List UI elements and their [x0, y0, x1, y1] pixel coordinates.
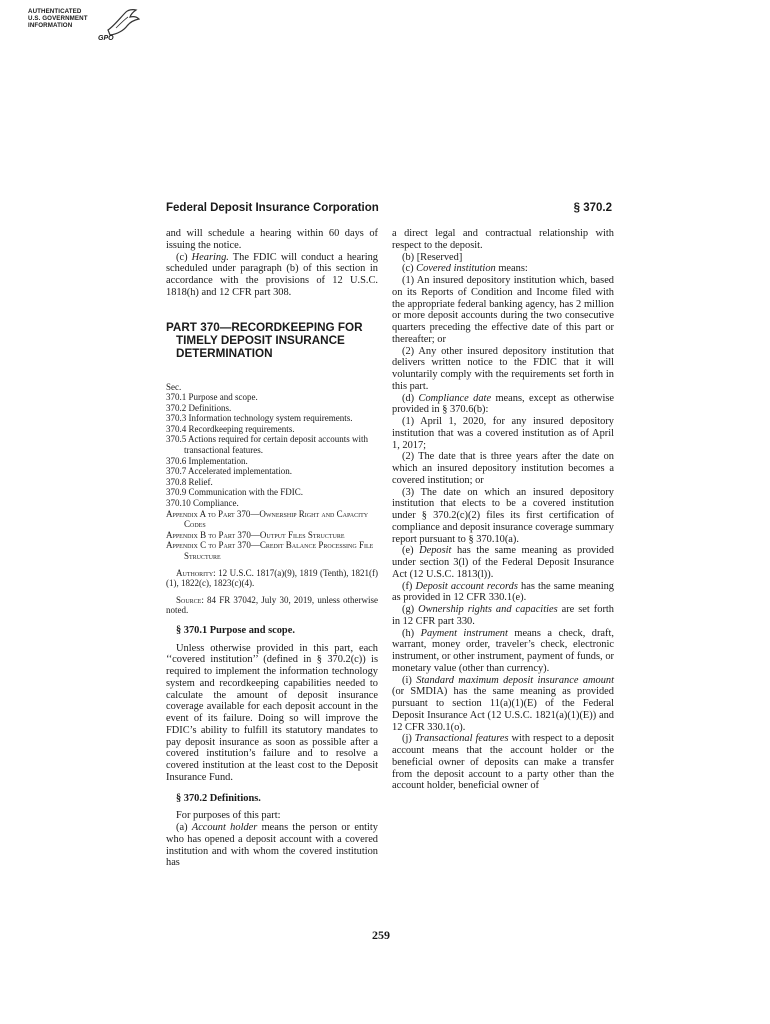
text: has the same meaning as provided under section 3(l) of the Federal Deposit Insurance Act (12 U.S.C. 1813(l)). — [392, 545, 614, 580]
paragraph: a direct legal and contractual relationship with respect to the deposit. — [392, 228, 614, 251]
running-header-section: § 370.2 — [573, 202, 612, 214]
paragraph: (3) The date on which an insured depository institution that elects to be a covered institution under § 370.2(c)(2) files its first certification of compliance and deposit insurance coverage summary report pursuant to § 370.10(a). — [392, 486, 614, 545]
seal-line-1: AUTHENTICATED — [28, 8, 82, 15]
paragraph-d — [392, 393, 614, 417]
term: Compliance date — [418, 392, 492, 404]
authority-note — [166, 568, 378, 589]
label: (a) — [176, 822, 188, 834]
paragraph: and will schedule a hearing within 60 days of issuing the notice. — [166, 228, 378, 251]
toc-appendix: Appendix B to Part 370—Output Files Structure — [166, 529, 345, 540]
text: means the person or entity who has opened a deposit account with a covered institution and with whom the covered institution has — [166, 822, 378, 869]
label: (e) — [402, 545, 414, 557]
gpo-authentication-seal — [28, 8, 140, 46]
paragraph-c — [392, 263, 614, 275]
paragraph: (1) April 1, 2020, for any insured depository institution that was a covered institution as of April 1, 2017; — [392, 416, 614, 451]
label: (i) — [402, 674, 412, 686]
toc-item: 370.5 Actions required for certain deposit accounts with transactional features. — [166, 434, 368, 456]
table-of-contents — [166, 382, 378, 562]
source-note — [166, 595, 378, 616]
paragraph-e — [392, 545, 614, 580]
label: Source: — [176, 594, 204, 605]
seal-gpo: GPO — [98, 35, 114, 42]
term: Payment instrument — [420, 627, 508, 639]
paragraph-g — [392, 604, 614, 628]
label: (c) — [176, 251, 188, 263]
term: Hearing. — [191, 251, 229, 263]
text: has the same meaning as provided in 12 CFR 330.1(e). — [392, 580, 614, 604]
paragraph-i — [392, 675, 614, 734]
label: (c) — [402, 263, 414, 275]
text: 12 U.S.C. 1817(a)(9), 1819 (Tenth), 1821(f)(1), 1822(c), 1823(c)(4). — [166, 567, 378, 589]
toc-appendix: Appendix A to Part 370—Ownership Right and Capacity Codes — [166, 508, 369, 530]
text: means a check, draft, warrant, money order, traveler’s check, electronic instrument, or other instrument, payment of funds, or monetary value (other than currency). — [392, 627, 614, 674]
paragraph-c-hearing — [166, 252, 378, 299]
paragraph-a-account-holder — [166, 822, 378, 869]
term: Account holder — [191, 822, 258, 834]
label: (j) — [402, 733, 412, 745]
toc-appendix: Appendix C to Part 370—Credit Balance Processing File Structure — [166, 540, 374, 561]
label: (g) — [402, 604, 415, 615]
term: Transactional features — [414, 733, 509, 745]
toc-sec-label: Sec. — [166, 381, 182, 392]
text: means, except as otherwise provided in § 370.6(b): — [392, 392, 614, 416]
toc-item: 370.3 Information technology system requirements. — [166, 413, 353, 424]
paragraph-j — [392, 733, 614, 792]
paragraph: (1) An insured depository institution which, based on its Reports of Condition and Income filed with the appropriate federal banking agency, has 2 million or more deposit accounts during the two consecutive quarters preceding the effective date of this part or thereafter; or — [392, 275, 614, 345]
text: means: — [495, 263, 528, 275]
section-heading: § 370.1 Purpose and scope. — [176, 624, 295, 636]
toc-item: 370.10 Compliance. — [166, 498, 239, 509]
part-title: PART 370—RECORDKEEPING FOR TIMELY DEPOSIT INSURANCE DETERMINATION — [166, 320, 363, 360]
toc-item: 370.8 Relief. — [166, 476, 213, 487]
text: The FDIC will conduct a hearing scheduled under paragraph (b) of this section in accordance with the provisions of 12 U.S.C. 1818(h) and 12 CFR part 308. — [166, 251, 378, 298]
label: (f) — [402, 580, 413, 592]
paragraph-f — [392, 581, 614, 605]
toc-item: 370.2 Definitions. — [166, 402, 232, 413]
eagle-icon — [106, 8, 140, 38]
label: (h) — [402, 627, 415, 639]
seal-line-2: U.S. GOVERNMENT — [28, 15, 88, 22]
paragraph: Unless otherwise provided in this part, each ‘‘covered institution’’ (defined in § 370.2(c)) is required to implement the information technology system and recordkeeping capabilities needed to calculate the amount of deposit insurance coverage available for each deposit account in the event of its failure. Doing so will improve the FDIC’s ability to fulfill its statutory mandates to pay deposit insurance as soon as possible after a covered institution’s failure and to resolve a covered institution at the least cost to the Deposit Insurance Fund. — [166, 642, 378, 783]
term: Covered institution — [416, 263, 496, 275]
text: (or SMDIA) has the same meaning as provided pursuant to section 11(a)(1)(E) of the Federal Deposit Insurance Act (12 U.S.C. 1821(a)(1)(E)) and 12 CFR 330.1(o). — [392, 686, 614, 733]
paragraph: (2) The date that is three years after the date on which an insured depository institution becomes a covered institution; or — [392, 451, 614, 486]
term: Ownership rights and capacities — [418, 604, 558, 615]
right-column — [392, 228, 614, 792]
running-header-agency: Federal Deposit Insurance Corporation — [166, 202, 379, 214]
toc-item: 370.6 Implementation. — [166, 455, 248, 466]
toc-item: 370.1 Purpose and scope. — [166, 392, 258, 403]
toc-item: 370.9 Communication with the FDIC. — [166, 487, 303, 498]
term: Deposit account records — [415, 580, 518, 592]
paragraph: (2) Any other insured depository institution that delivers written notice to the FDIC that it will voluntarily comply with the requirements set forth in this part. — [392, 345, 614, 392]
seal-line-3: INFORMATION — [28, 22, 73, 29]
toc-item: 370.4 Recordkeeping requirements. — [166, 423, 295, 434]
text: are set forth in 12 CFR part 330. — [392, 604, 614, 627]
term: Deposit — [419, 545, 452, 557]
section-heading: § 370.2 Definitions. — [176, 792, 261, 804]
text: 84 FR 37042, July 30, 2019, unless otherwise noted. — [166, 594, 378, 616]
text: with respect to a deposit account means that the account holder or the beneficial owner of deposits can make a transfer from the deposit account to a party other than the account holder, beneficial owner of — [392, 733, 614, 792]
paragraph: For purposes of this part: — [176, 810, 281, 822]
paragraph-h — [392, 628, 614, 675]
label: Authority: — [176, 567, 216, 578]
left-column — [166, 228, 378, 869]
term: Standard maximum deposit insurance amount — [416, 674, 614, 686]
label: (d) — [402, 392, 415, 404]
paragraph: (b) [Reserved] — [402, 251, 463, 263]
page-number: 259 — [372, 928, 390, 942]
toc-item: 370.7 Accelerated implementation. — [166, 466, 292, 477]
